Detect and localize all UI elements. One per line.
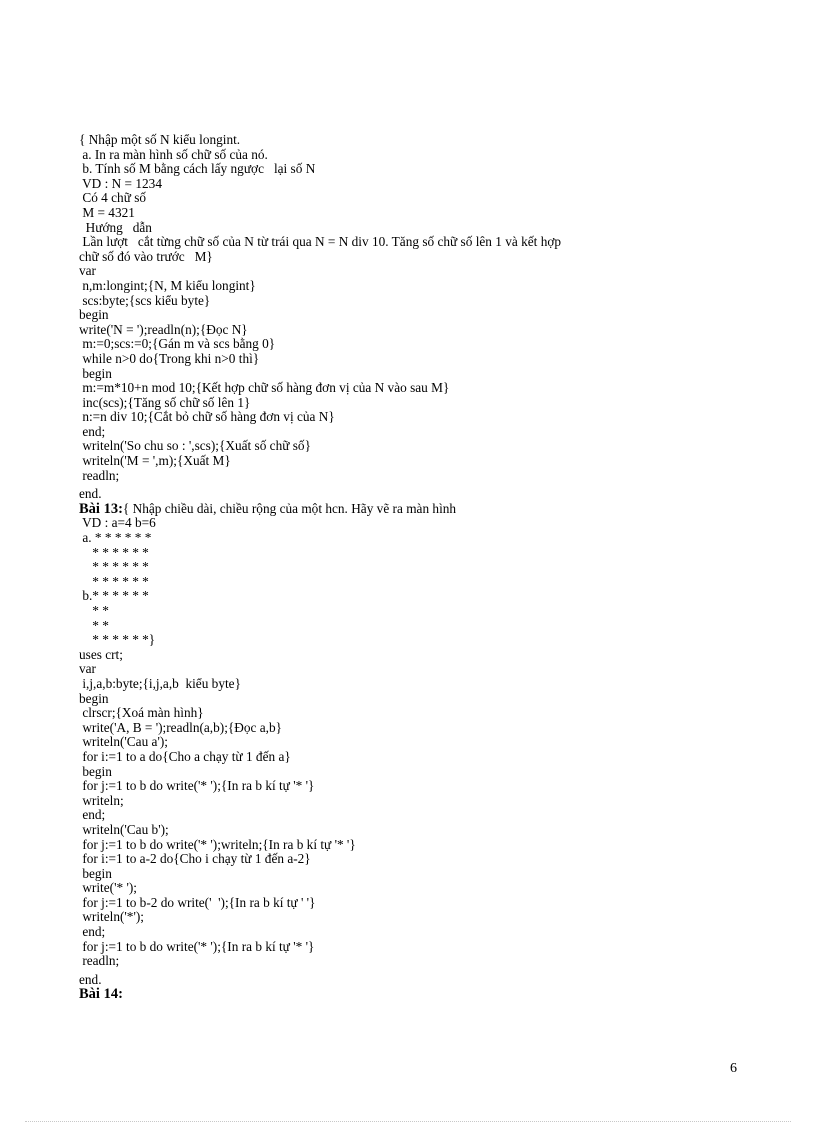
end-statement: end. xyxy=(79,486,102,502)
bai12-line: { Nhập một số N kiểu longint. xyxy=(79,132,241,147)
bai12-line: Lần lượt cắt từng chữ số của N từ trái qua N = N div 10. Tăng số chữ số lên 1 và kết hợp xyxy=(79,234,562,250)
bai13-line: for i:=1 to a do{Cho a chạy từ 1 đến a} xyxy=(79,748,291,764)
bai13-line: readln; xyxy=(79,953,120,969)
bai13-line: * * * * * * xyxy=(79,573,149,589)
bai13-line: * * xyxy=(79,603,109,618)
bai13-line: begin xyxy=(79,865,112,881)
bai12-line: readln; xyxy=(79,467,120,483)
bai14-label: Bài 14: xyxy=(79,986,123,1003)
bai12-line: m:=0;scs:=0;{Gán m và scs bằng 0} xyxy=(79,336,276,352)
bai13-line: for j:=1 to b do write('* ');{In ra b kí tự '* '} xyxy=(79,778,315,794)
bai13-line: end; xyxy=(79,807,106,823)
code-block-bai13 xyxy=(79,516,759,968)
bai12-line: write('N = ');readln(n);{Đọc N} xyxy=(79,321,248,337)
bai13-line: * * * * * *} xyxy=(79,632,156,648)
bai12-line: Hướng dẫn xyxy=(79,219,152,235)
bai13-line: begin xyxy=(79,763,112,779)
bai13-line: clrscr;{Xoá màn hình} xyxy=(79,705,204,721)
bai14-heading-line xyxy=(79,987,759,1002)
end-statement: end. xyxy=(79,971,102,987)
bai13-intro: { Nhập chiều dài, chiều rộng của một hcn. Hãy vẽ ra màn hình xyxy=(122,500,457,516)
bai12-line: scs:byte;{scs kiểu byte} xyxy=(79,292,211,308)
bai13-line: * * xyxy=(79,617,109,633)
bai12-line: chữ số đó vào trước M} xyxy=(79,248,213,264)
bai12-line: a. In ra màn hình số chữ số của nó. xyxy=(79,146,268,162)
bai13-line: writeln('Cau b'); xyxy=(79,821,169,837)
code-block-bai12 xyxy=(79,133,759,483)
bai12-line: while n>0 do{Trong khi n>0 thì} xyxy=(79,350,260,366)
bai13-line: * * * * * * xyxy=(79,544,149,560)
bai13-line: writeln('*'); xyxy=(79,909,144,925)
bai13-line: write('* '); xyxy=(79,880,137,896)
bai12-line: M = 4321 xyxy=(79,204,135,220)
bai13-line: VD : a=4 b=6 xyxy=(79,515,156,531)
bai13-line: for j:=1 to b do write('* ');{In ra b kí tự '* '} xyxy=(79,938,315,954)
bai12-line: n:=n div 10;{Cắt bỏ chữ số hàng đơn vị của N} xyxy=(79,409,335,425)
footer-divider xyxy=(25,1121,791,1122)
bai12-line: inc(scs);{Tăng số chữ số lên 1} xyxy=(79,394,251,410)
bai12-line: Có 4 chữ số xyxy=(79,190,147,206)
bai13-line: end; xyxy=(79,924,106,940)
bai13-line: a. * * * * * * xyxy=(79,530,152,546)
bai13-line: var xyxy=(79,661,96,677)
bai12-line: var xyxy=(79,263,96,279)
bai13-line: b.* * * * * * xyxy=(79,588,149,604)
bai12-line: end; xyxy=(79,423,106,439)
bai12-line: b. Tính số M bằng cách lấy ngược lại số N xyxy=(79,161,316,177)
bai13-line: for j:=1 to b do write('* ');writeln;{In ra b kí tự '* '} xyxy=(79,836,356,852)
bai12-line: n,m:longint;{N, M kiểu longint} xyxy=(79,277,256,293)
bai13-line: for j:=1 to b-2 do write(' ');{In ra b kí tự ' '} xyxy=(79,894,316,910)
bai13-line: write('A, B = ');readln(a,b);{Đọc a,b} xyxy=(79,719,283,735)
bai13-line: uses crt; xyxy=(79,646,123,662)
bai12-line: VD : N = 1234 xyxy=(79,175,162,191)
page-number: 6 xyxy=(730,1061,737,1076)
bai12-line: begin xyxy=(79,365,112,381)
bai13-line: writeln('Cau a'); xyxy=(79,734,168,750)
bai13-line: i,j,a,b:byte;{i,j,a,b kiểu byte} xyxy=(79,675,241,691)
bai12-line: writeln('M = ',m);{Xuất M} xyxy=(79,453,231,469)
bai12-line: begin xyxy=(79,307,109,323)
bai12-line: m:=m*10+n mod 10;{Kết hợp chữ số hàng đơn vị của N vào sau M} xyxy=(79,380,450,396)
bai13-line: * * * * * * xyxy=(79,559,149,575)
bai13-line: for i:=1 to a-2 do{Cho i chạy từ 1 đến a-2} xyxy=(79,851,311,867)
bai13-heading-line xyxy=(79,502,759,517)
bai13-line: writeln; xyxy=(79,792,124,808)
document-body xyxy=(79,133,759,1002)
bai13-label: Bài 13: xyxy=(79,500,123,517)
bai12-line: writeln('So chu so : ',scs);{Xuất số chữ số} xyxy=(79,438,311,454)
bai13-line: begin xyxy=(79,690,109,706)
